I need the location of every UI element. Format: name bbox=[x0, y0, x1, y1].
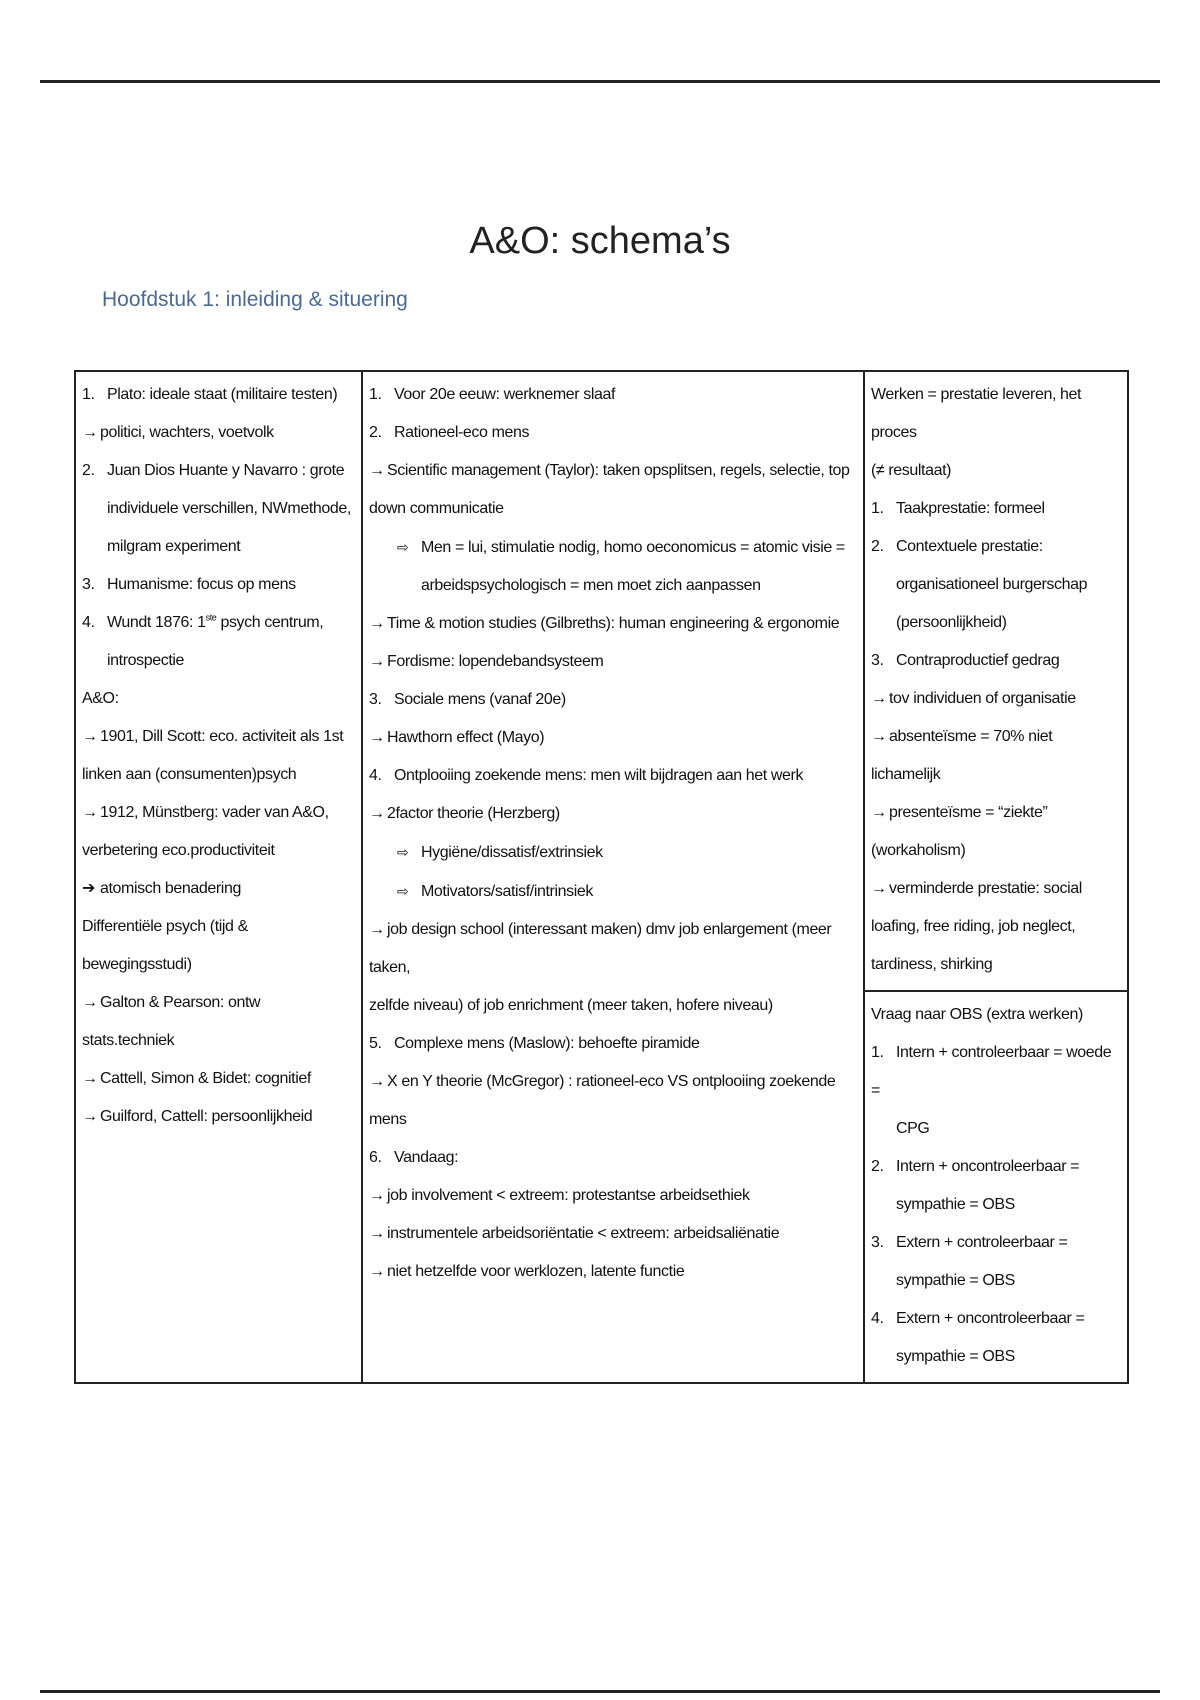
column-history: 1. Plato: ideale staat (militaire testen) → politici, wachters, voetvolk 2. Juan Dios Huante y Navarro : grote individuele verschillen, NWmethode, milgram experiment 3. Humanisme: focus op mens 4. Wundt 1876: 1ste psych centrum, introspectie A&O: → 1901, Dill Scott: eco. activiteit als 1st linken aan (consumenten)psych → 1912, Münstberg: vader van A&O, verbetering eco.productiviteit ➔ atomisch benadering Differentiële psych (tijd & bewegingsstudi) → Galton & Pearson: ontw stats.techniek → Cattell, Simon & Bidet: cognitief → Guilford, Cattell: persoonlijkheid bbox=[75, 371, 362, 1383]
list-item: 1. Plato: ideale staat (militaire testen) bbox=[82, 386, 338, 403]
list-item: 2. Contextuele prestatie: bbox=[871, 538, 1043, 555]
arrow-icon: → bbox=[369, 1187, 385, 1204]
column-obs: Vraag naar OBS (extra werken) 1. Intern + controleerbaar = woede = CPG 2. Intern + oncontroleerbaar = sympathie = OBS 3. Extern + controleerbaar = sympathie = OBS 4. Extern + oncontroleerbaar = sympathie = OBS bbox=[864, 991, 1128, 1383]
arrow-item: → Scientific management (Taylor): taken opsplitsen, regels, selectie, top bbox=[369, 452, 857, 490]
schema-table bbox=[74, 370, 1129, 1384]
arrow-icon: → bbox=[369, 653, 385, 670]
bold-arrow-icon: ➔ bbox=[82, 880, 96, 897]
bottom-rule bbox=[40, 1690, 1160, 1693]
list-item: 2. Intern + oncontroleerbaar = bbox=[871, 1158, 1080, 1175]
chapter-heading: Hoofdstuk 1: inleiding & situering bbox=[102, 288, 408, 311]
page-title: A&O: schema’s bbox=[469, 220, 731, 262]
arrow-item: → politici, wachters, voetvolk bbox=[82, 414, 355, 452]
hollow-arrow-icon: ⇨ bbox=[397, 844, 409, 860]
arrow-icon: → bbox=[369, 1263, 385, 1280]
top-rule bbox=[40, 80, 1160, 83]
arrow-icon: → bbox=[82, 994, 98, 1011]
column-mensbeelden: 1. Voor 20e eeuw: werknemer slaaf 2. Rationeel-eco mens → Scientific management (Taylor): taken opsplitsen, regels, selectie, top down communicatie ⇨ Men = lui, stimulatie nodig, homo oeconomicus = atomic visie = arbeidspsychologisch = men moet zich aanpassen → Time & motion studies (Gilbreths): human engineering & ergonomie → Fordisme: lopendebandsysteem 3. Sociale mens (vanaf 20e) → Hawthorn effect (Mayo) 4. Ontplooiing zoekende mens: men wilt bijdragen aan het werk → 2factor theorie (Herzberg) ⇨ Hygiëne/dissatisf/extrinsiek ⇨ Motivators/satisf/intrinsiek → job design school (interessant maken) dmv job enlargement (meer taken, zelfde niveau) of job enrichment (meer taken, hofere niveau) 5. Complexe mens (Maslow): behoefte piramide → X en Y theorie (McGregor) : rationeel-eco VS ontplooiing zoekende mens 6. Vandaag: → job involvement < extreem: protestantse arbeidsethiek → instrumentele arbeidsoriëntatie < extreem: arbeidsaliënatie → niet hetzelfde voor werklozen, latente functie bbox=[362, 371, 864, 1383]
arrow-icon: → bbox=[369, 1225, 385, 1242]
sub-item: ⇨ Men = lui, stimulatie nodig, homo oeconomicus = atomic visie = bbox=[369, 528, 857, 567]
arrow-icon: → bbox=[82, 424, 98, 441]
arrow-icon: → bbox=[82, 728, 98, 745]
hollow-arrow-icon: ⇨ bbox=[397, 883, 409, 899]
arrow-item: → Hawthorn effect (Mayo) bbox=[369, 719, 857, 757]
arrow-icon: → bbox=[82, 1070, 98, 1087]
arrow-item: → absenteïsme = 70% niet lichamelijk bbox=[871, 718, 1121, 794]
arrow-item: → Guilford, Cattell: persoonlijkheid bbox=[82, 1098, 355, 1136]
arrow-item: → tov individuen of organisatie bbox=[871, 680, 1121, 718]
hollow-arrow-icon: ⇨ bbox=[397, 539, 409, 555]
arrow-icon: → bbox=[369, 615, 385, 632]
arrow-item: → Galton & Pearson: ontw stats.techniek bbox=[82, 984, 355, 1060]
list-item: 3. Extern + controleerbaar = bbox=[871, 1234, 1068, 1251]
arrow-item: → 1901, Dill Scott: eco. activiteit als 1st bbox=[82, 718, 355, 756]
arrow-item: → 1912, Münstberg: vader van A&O, bbox=[82, 794, 355, 832]
list-item: 2. Juan Dios Huante y Navarro : grote bbox=[82, 462, 345, 479]
arrow-icon: → bbox=[369, 921, 385, 938]
arrow-item: → X en Y theorie (McGregor) : rationeel-eco VS ontplooiing zoekende mens bbox=[369, 1063, 857, 1139]
list-item: 4. Ontplooiing zoekende mens: men wilt bijdragen aan het werk bbox=[369, 767, 804, 784]
arrow-icon: → bbox=[871, 804, 887, 821]
list-item: 3. Sociale mens (vanaf 20e) bbox=[369, 691, 566, 708]
list-item: 3. Contraproductief gedrag bbox=[871, 652, 1060, 669]
arrow-icon: → bbox=[369, 805, 385, 822]
list-item: 1. Taakprestatie: formeel bbox=[871, 500, 1045, 517]
list-item: 5. Complexe mens (Maslow): behoefte piramide bbox=[369, 1035, 700, 1052]
arrow-item: → Time & motion studies (Gilbreths): human engineering & ergonomie bbox=[369, 605, 857, 643]
list-item: 3. Humanisme: focus op mens bbox=[82, 576, 296, 593]
list-item: 4. Extern + oncontroleerbaar = bbox=[871, 1310, 1085, 1327]
arrow-icon: → bbox=[871, 880, 887, 897]
arrow-icon: → bbox=[871, 728, 887, 745]
arrow-icon: → bbox=[369, 1073, 385, 1090]
arrow-item: ➔ atomisch benadering bbox=[82, 870, 355, 908]
arrow-item: → instrumentele arbeidsoriëntatie < extreem: arbeidsaliënatie bbox=[369, 1215, 857, 1253]
arrow-item: → Fordisme: lopendebandsysteem bbox=[369, 643, 857, 681]
arrow-item: → verminderde prestatie: social bbox=[871, 870, 1121, 908]
list-item: 1. Voor 20e eeuw: werknemer slaaf bbox=[369, 386, 616, 403]
arrow-item: → job involvement < extreem: protestantse arbeidsethiek bbox=[369, 1177, 857, 1215]
arrow-icon: → bbox=[82, 1108, 98, 1125]
list-item: 6. Vandaag: bbox=[369, 1149, 459, 1166]
list-item: 1. Intern + controleerbaar = woede = bbox=[871, 1044, 1112, 1099]
arrow-item: → presenteïsme = “ziekte” bbox=[871, 794, 1121, 832]
arrow-item: → job design school (interessant maken) dmv job enlargement (meer taken, bbox=[369, 911, 857, 987]
column-prestatie: Werken = prestatie leveren, het proces (≠ resultaat) 1. Taakprestatie: formeel 2. Contextuele prestatie: organisationeel burgerschap (persoonlijkheid) 3. Contraproductief gedrag → tov individuen of organisatie → absenteïsme = 70% niet lichamelijk → presenteïsme = “ziekte” (workaholism) → verminderde prestatie: social loafing, free riding, job neglect, tardiness, shirking bbox=[864, 371, 1128, 991]
list-item: 4. Wundt 1876: 1ste psych centrum, bbox=[82, 612, 324, 631]
arrow-icon: → bbox=[369, 729, 385, 746]
list-item: 2. Rationeel-eco mens bbox=[369, 424, 530, 441]
arrow-icon: → bbox=[369, 462, 385, 479]
sub-item: ⇨ Hygiëne/dissatisf/extrinsiek bbox=[369, 833, 857, 872]
section-label: Differentiële psych (tijd & bewegingsstudi) bbox=[82, 918, 248, 973]
arrow-icon: → bbox=[82, 804, 98, 821]
section-label: A&O: bbox=[82, 690, 119, 707]
arrow-item: → Cattell, Simon & Bidet: cognitief bbox=[82, 1060, 355, 1098]
arrow-item: → niet hetzelfde voor werklozen, latente functie bbox=[369, 1253, 857, 1291]
arrow-icon: → bbox=[871, 690, 887, 707]
arrow-item: → 2factor theorie (Herzberg) bbox=[369, 795, 857, 833]
sub-item: ⇨ Motivators/satisf/intrinsiek bbox=[369, 872, 857, 911]
